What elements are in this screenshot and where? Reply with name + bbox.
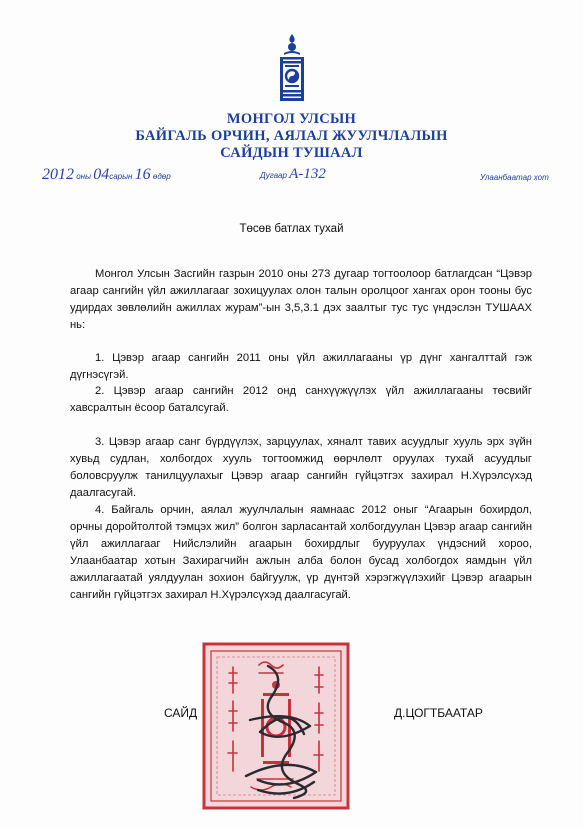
number-label: Дугаар xyxy=(260,171,287,180)
document-number xyxy=(260,166,326,183)
document-date xyxy=(42,166,171,184)
number-value: А-132 xyxy=(289,166,326,182)
handwritten-signature xyxy=(238,660,328,805)
paragraph-item-3: 3. Цэвэр агаар санг бүрдүүлэх, зарцуулах, хяналт тавих асуудлыг хууль эрх зүйн хувьд судлан, холбогдох хууль тогтоомжид өөрчлөлт оруулах тухай асуудлыг боловсруулж танилцуулахыг Цэвэр агаар сангийн гүйцэтгэх захирал Н.Хүрэлсүхэд даалгасугай. xyxy=(70,436,532,499)
document-subject: Төсөв батлах тухай xyxy=(239,223,344,235)
paragraph-preamble: Монгол Улсын Засгийн газрын 2010 оны 273 дугаар тогтоолоор батлагдсан “Цэвэр агаар сангийн үйл ажиллагааг зохицуулах олон талын оролцоог хангах орон тооны бус удирдах зөвлөлийн ажиллах журам”-ын 3,5,3.1 дэх заалтыг тус тус үндэслэн ТУШААХ нь: xyxy=(70,268,532,331)
signatory-title: САЙД xyxy=(164,706,198,720)
date-month-label: сарын xyxy=(109,172,133,181)
date-day-label: өдөр xyxy=(152,172,171,181)
header-line-3: САЙДЫН ТУШААЛ xyxy=(220,145,363,161)
soyombo-emblem-icon xyxy=(278,34,306,104)
header-line-1: МОНГОЛ УЛСЫН xyxy=(226,111,357,127)
date-year-label: оны xyxy=(76,172,91,181)
paragraph-item-4: 4. Байгаль орчин, аялал жуулчлалын яамнаас 2012 оныг “Агаарын бохирдол, орчны доройтолтой тэмцэх жил” болгон зарласантай холбогдуулан Цэвэр агаар сангийн үйл ажиллагааг Нийслэлийн агаарын бохирдлыг бууруулах үндэсний хороо, Улаанбаатар хотын Захирагчийн ажлын алба болон бусад холбогдох яамдын үйл ажиллагаатай уялдуулан зохион байгуулж, үр дүнтэй хэрэгжүүлэхийг Цэвэр агаарын сангийн гүйцэтгэх захирал Н.Хүрэлсүхэд даалгасугай. xyxy=(70,504,532,601)
paragraph-item-2: 2. Цэвэр агаар сангийн 2012 онд санхүүжүүлэх үйл ажиллагааны төсвийг хавсралтын ёсоор баталсугай. xyxy=(70,385,532,414)
date-month: 04 xyxy=(93,166,110,183)
date-year: 2012 xyxy=(42,166,74,183)
header-line-2: БАЙГАЛЬ ОРЧИН, АЯЛАЛ ЖУУЛЧЛАЛЫН xyxy=(135,128,448,144)
date-day: 16 xyxy=(134,166,151,183)
signatory-name: Д.ЦОГТБААТАР xyxy=(394,706,483,720)
paragraph-item-1: 1. Цэвэр агаар сангийн 2011 оны үйл ажиллагааны үр дүнг хангалттай гэж дүгнэсүгэй. xyxy=(70,352,532,381)
document-city: Улаанбаатар хот xyxy=(480,173,549,182)
